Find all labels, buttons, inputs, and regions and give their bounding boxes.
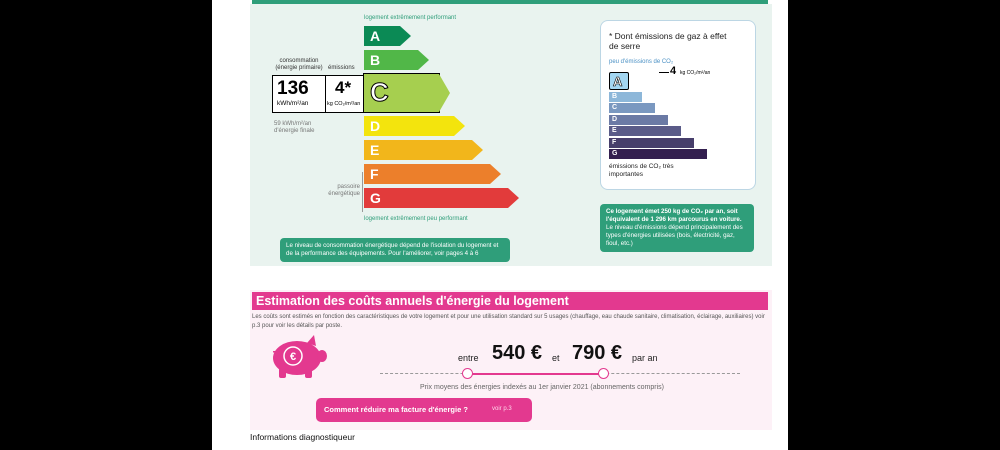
energy-class-letter: D <box>370 118 381 134</box>
conso-box <box>272 75 368 113</box>
energy-note: Le niveau de consommation énergétique dépend de l'isolation du logement et de la performance des équipements. Pour l'améliorer, voir pages 4 à 6 <box>280 238 510 262</box>
ges-class-letter: F <box>612 138 617 146</box>
energy-class-tip <box>490 164 501 184</box>
conso-unit: kWh/m²/an <box>277 100 309 107</box>
ges-class-g <box>609 149 707 159</box>
ges-class-letter: D <box>612 115 618 123</box>
cost-low: 540 € <box>492 342 543 364</box>
conso-label: consommation (énergie primaire) <box>275 58 323 71</box>
energy-class-tip <box>454 116 465 136</box>
energy-class-tip <box>508 188 519 208</box>
final-energy-label: 59 kWh/m²/an d'énergie finale <box>274 121 315 134</box>
bottom-performance-label: logement extrêmement peu performant <box>364 216 468 222</box>
energy-class-e <box>364 140 472 160</box>
energy-class-letter: F <box>370 166 379 182</box>
energy-class-tip <box>472 140 483 160</box>
ges-class-f <box>609 138 694 148</box>
range-low-marker <box>462 368 473 379</box>
and-label: et <box>552 353 560 363</box>
reduce-bill-label: Comment réduire ma facture d'énergie ? <box>324 405 468 414</box>
emissions-value: 4* <box>335 78 352 97</box>
energy-class-a <box>364 26 400 46</box>
top-performance-label: logement extrêmement performant <box>364 15 457 21</box>
ges-class-e <box>609 126 681 136</box>
energy-class-letter: C <box>370 77 389 107</box>
energy-class-tip <box>418 50 429 70</box>
range-high-marker <box>598 368 609 379</box>
ges-note-bold: Ce logement émet 250 kg de CO₂ par an, soit l'équivalent de 1 296 km parcourus en voiture. <box>606 208 742 223</box>
emissions-label: émissions <box>328 65 355 71</box>
ges-box <box>600 20 756 190</box>
svg-text:€: € <box>289 351 297 363</box>
between-label: entre <box>458 353 479 363</box>
cost-high: 790 € <box>572 342 623 364</box>
ges-class-letter: E <box>612 127 617 134</box>
ges-title: * Dont émissions de gaz à effet de serre <box>609 31 727 51</box>
ges-class-c <box>609 103 655 113</box>
ges-value: 4 <box>670 65 677 77</box>
ges-class-letter: A <box>613 74 623 89</box>
ges-class-letter: C <box>612 104 618 111</box>
ges-class-a <box>609 72 629 90</box>
ges-bottom-label: émissions de CO₂ très importantes <box>609 163 674 178</box>
passoire-bracket <box>362 172 363 212</box>
piggy-bank-icon <box>267 334 327 380</box>
energy-class-letter: A <box>370 28 381 44</box>
ges-pointer-line <box>659 72 669 73</box>
energy-class-letter: G <box>370 190 381 206</box>
ges-class-b <box>609 92 642 102</box>
energy-class-letter: E <box>370 142 380 158</box>
ges-unit: kg CO₂/m²/an <box>680 70 711 76</box>
ges-note <box>600 204 754 252</box>
reduce-bill-button[interactable] <box>316 398 532 422</box>
ges-class-letter: B <box>612 92 618 100</box>
info-section <box>250 430 772 450</box>
emissions-unit: kg CO₂/m²/an <box>327 101 361 107</box>
ges-class-d <box>609 115 668 125</box>
range-bar <box>467 373 602 375</box>
price-note: Prix moyens des énergies indexés au 1er janvier 2021 (abonnements compris) <box>420 384 664 391</box>
energy-class-b <box>364 50 418 70</box>
energy-class-tip <box>439 74 450 112</box>
cost-description: Les coûts sont estimés en fonction des caractéristiques de votre logement et pour une utilisation standard sur 5 usages (chauffage, eau chaude sanitaire, climatisation, éclairage, auxiliaires) voir p.3 pour voir les détails par poste. <box>252 314 765 329</box>
box-divider <box>325 76 326 112</box>
passoire-label: passoire énergétique <box>328 184 360 197</box>
ges-subtitle: peu d'émissions de CO₂ <box>609 59 674 65</box>
energy-class-tip <box>400 26 411 46</box>
info-title: Informations diagnostiqueur <box>250 432 355 442</box>
per-year-label: par an <box>632 353 658 363</box>
ges-note-rest: Le niveau d'émissions dépend principalement des types d'énergies utilisées (bois, électricité, gaz, fioul, etc.) <box>606 224 743 247</box>
energy-class-d <box>364 116 454 136</box>
energy-class-c <box>364 74 439 112</box>
conso-value: 136 <box>277 78 309 99</box>
energy-class-letter: B <box>370 52 381 68</box>
energy-class-g <box>364 188 508 208</box>
ges-class-letter: G <box>612 150 618 157</box>
energy-class-f <box>364 164 490 184</box>
dpe-page <box>212 0 788 450</box>
reduce-bill-ref: voir p.3 <box>492 406 512 412</box>
cost-title: Estimation des coûts annuels d'énergie du logement <box>252 292 768 310</box>
